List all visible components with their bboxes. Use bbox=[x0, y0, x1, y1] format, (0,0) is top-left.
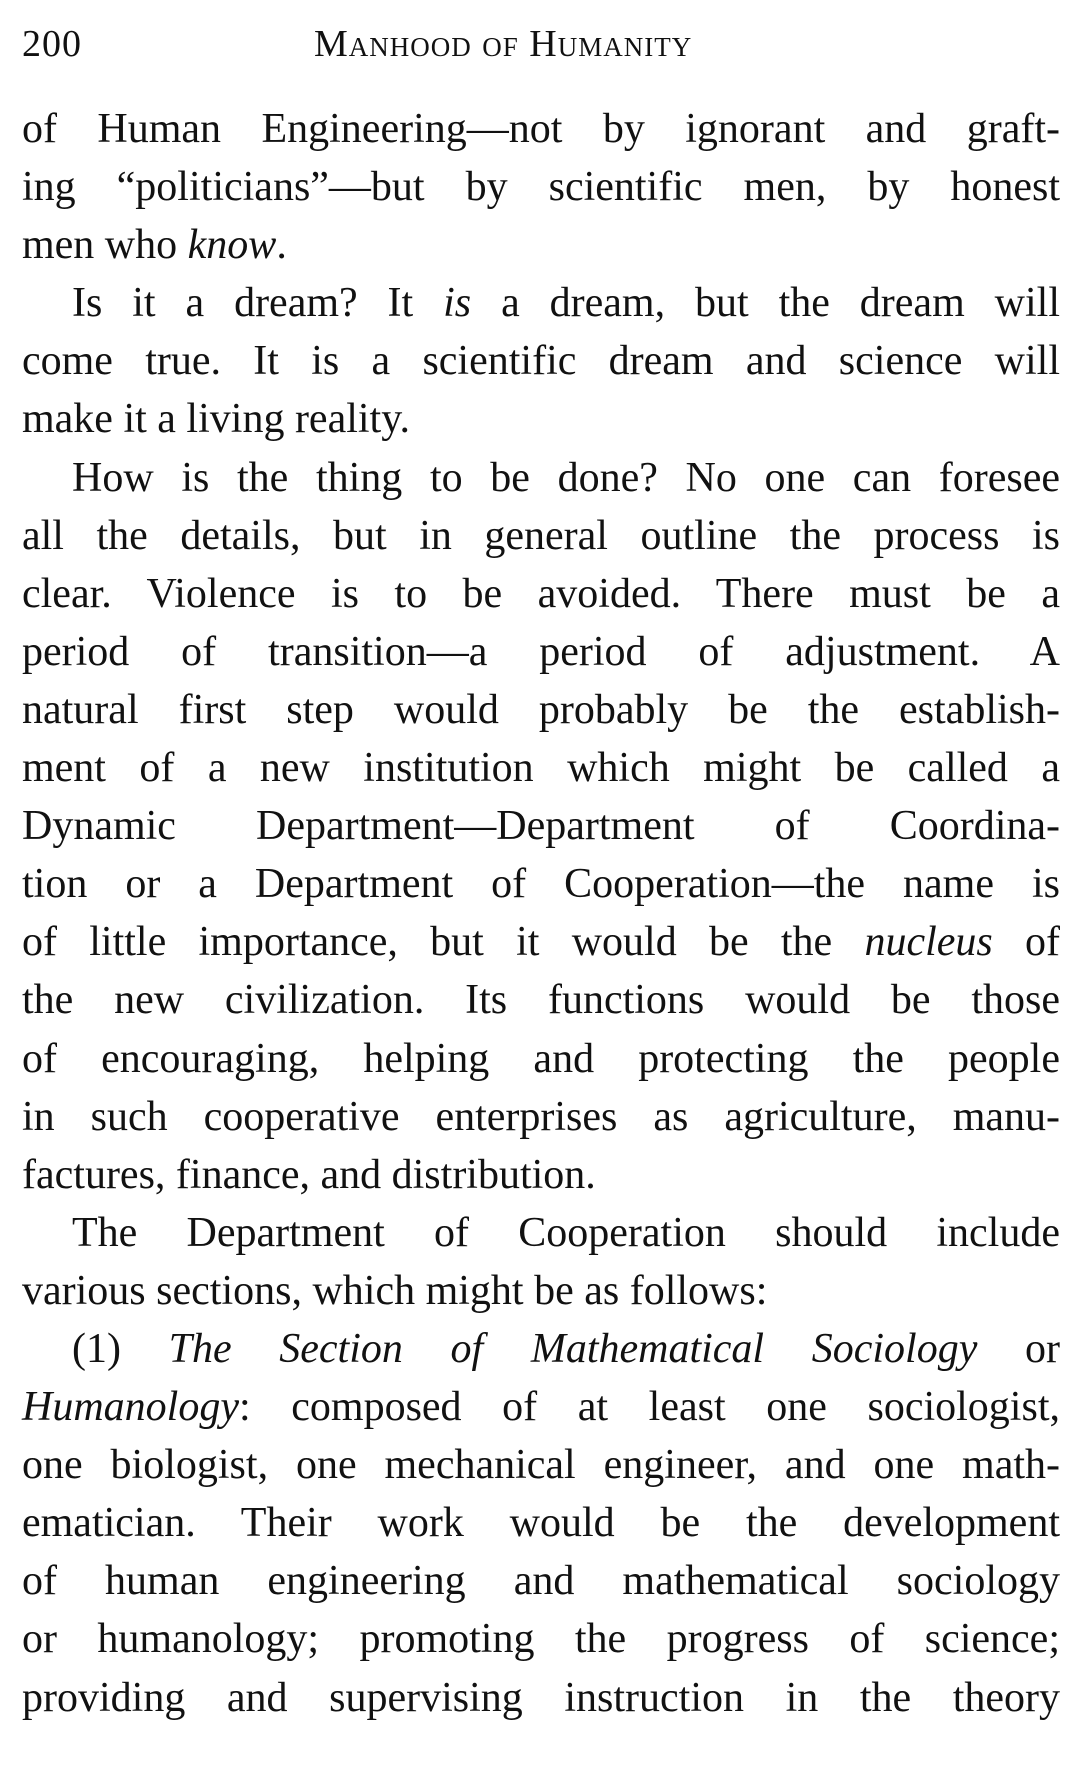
running-head: Manhood of Humanity bbox=[314, 23, 693, 65]
text-line: various sections, which might be as follows: bbox=[22, 1267, 768, 1314]
text-line: men who know. bbox=[22, 222, 287, 269]
text-line: How is the thing to be done? No one can foresee bbox=[72, 454, 1060, 501]
text-line: one biologist, one mechanical engineer, and one math- bbox=[22, 1442, 1060, 1489]
text-line: clear. Violence is to be avoided. There must be a bbox=[22, 570, 1060, 617]
text-line: or humanology; promoting the progress of science; bbox=[22, 1616, 1060, 1663]
text-line: period of transition—a period of adjustment. A bbox=[22, 628, 1060, 675]
text-line: factures, finance, and distribution. bbox=[22, 1151, 596, 1198]
text-line: providing and supervising instruction in the theory bbox=[22, 1674, 1060, 1721]
text-line: Dynamic Department—Department of Coordina- bbox=[22, 803, 1060, 850]
text-line: ematician. Their work would be the development bbox=[22, 1500, 1060, 1547]
text-line: of encouraging, helping and protecting the people bbox=[22, 1035, 1060, 1082]
text-line: in such cooperative enterprises as agriculture, manu- bbox=[22, 1093, 1060, 1140]
text-line: of Human Engineering—not by ignorant and graft- bbox=[22, 106, 1060, 152]
text-line: come true. It is a scientific dream and science will bbox=[22, 338, 1060, 385]
text-line: ment of a new institution which might be called a bbox=[22, 745, 1060, 792]
page-header bbox=[22, 14, 1062, 74]
text-line: tion or a Department of Cooperation—the name is bbox=[22, 861, 1060, 908]
text-line: The Department of Cooperation should include bbox=[72, 1209, 1060, 1256]
text-line: all the details, but in general outline the process is bbox=[22, 512, 1060, 559]
body-text bbox=[22, 100, 1060, 1727]
text-line: Is it a dream? It is a dream, but the dream will bbox=[72, 280, 1060, 327]
text-line: of little importance, but it would be the nucleus of bbox=[22, 919, 1060, 966]
text-line: (1) The Section of Mathematical Sociology or bbox=[72, 1325, 1060, 1372]
text-line: natural first step would probably be the establish- bbox=[22, 686, 1060, 733]
text-line: of human engineering and mathematical sociology bbox=[22, 1558, 1060, 1605]
text-line: make it a living reality. bbox=[22, 396, 410, 443]
text-line: the new civilization. Its functions would be those bbox=[22, 977, 1060, 1024]
page-number: 200 bbox=[22, 23, 82, 65]
text-line: ing “politicians”—but by scientific men, by honest bbox=[22, 164, 1060, 211]
text-line: Humanology: composed of at least one sociologist, bbox=[22, 1384, 1060, 1431]
